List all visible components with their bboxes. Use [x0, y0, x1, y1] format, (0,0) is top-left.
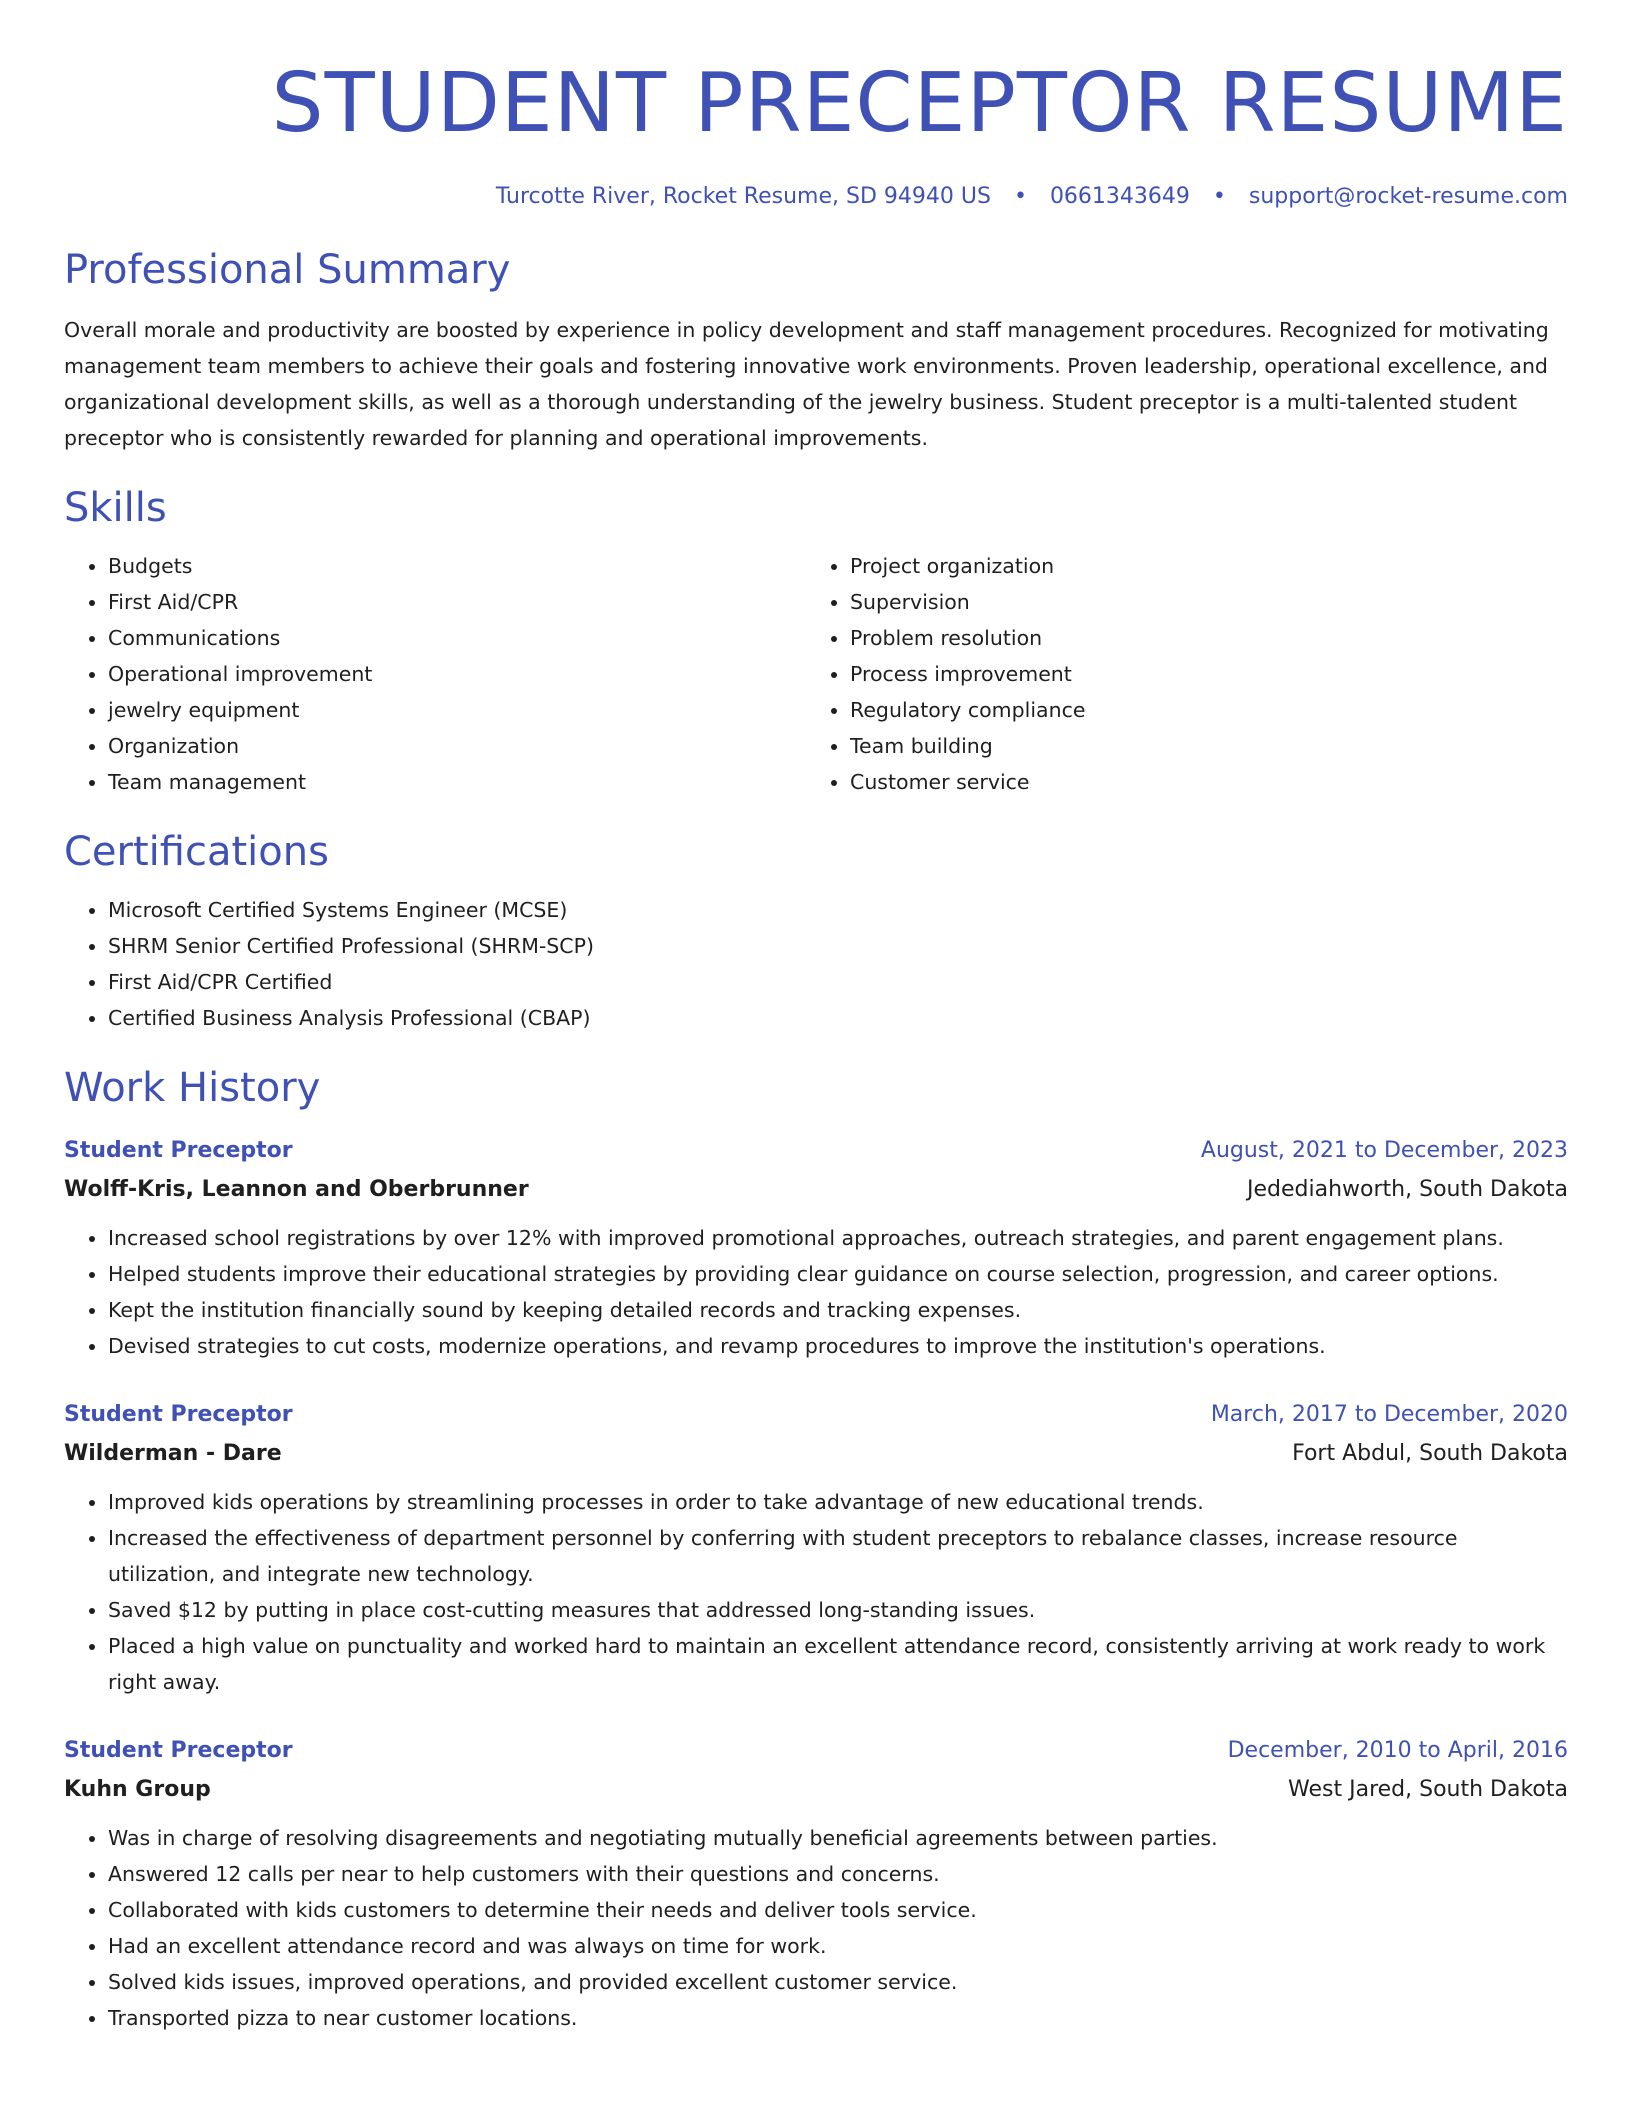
contact-separator: •: [1212, 184, 1226, 209]
certification-item: • Certified Business Analysis Professional (CBAP): [108, 1000, 1568, 1036]
job-bullet: • Kept the institution financially sound by keeping detailed records and tracking expenses.: [108, 1292, 1568, 1328]
certification-item: • SHRM Senior Certified Professional (SHRM-SCP): [108, 928, 1568, 964]
job-title: Student Preceptor: [64, 1738, 293, 1763]
summary-heading: Professional Summary: [64, 247, 511, 293]
job-entry: [64, 1732, 1568, 2036]
job-dates: August, 2021 to December, 2023: [1200, 1138, 1568, 1163]
resume-title: STUDENT PRECEPTOR RESUME: [271, 56, 1568, 151]
contact-phone: 0661343649: [1049, 184, 1190, 209]
skill-item: • Process improvement: [850, 656, 1548, 692]
job-bullet: • Devised strategies to cut costs, modernize operations, and revamp procedures to improve the institution's operations.: [108, 1328, 1568, 1364]
skill-item: • First Aid/CPR: [108, 584, 806, 620]
job-bullet: • Increased the effectiveness of department personnel by conferring with student preceptors to rebalance classes, increase resource utilization, and integrate new technology.: [108, 1520, 1568, 1592]
contact-line: [64, 182, 1568, 212]
job-bullets: [64, 1820, 1568, 2036]
job-bullets: [64, 1484, 1568, 1700]
job-company-row: [64, 1434, 1568, 1474]
job-header-row: [64, 1132, 1568, 1170]
contact-address: Turcotte River, Rocket Resume, SD 94940 US: [495, 184, 991, 209]
job-bullet: • Increased school registrations by over 12% with improved promotional approaches, outreach strategies, and parent engagement plans.: [108, 1220, 1568, 1256]
skill-item: • Regulatory compliance: [850, 692, 1548, 728]
job-bullet: • Placed a high value on punctuality and worked hard to maintain an excellent attendance record, consistently arriving at work ready to work right away.: [108, 1628, 1568, 1700]
job-location: Jedediahworth, South Dakota: [1247, 1177, 1568, 1202]
job-title: Student Preceptor: [64, 1402, 293, 1427]
job-company: Wilderman - Dare: [64, 1441, 282, 1466]
contact-email[interactable]: support@rocket-resume.com: [1248, 184, 1568, 209]
skill-item: • Customer service: [850, 764, 1548, 800]
job-header-row: [64, 1396, 1568, 1434]
job-entry: [64, 1132, 1568, 1364]
job-location: West Jared, South Dakota: [1288, 1777, 1568, 1802]
resume-header: [64, 56, 1568, 212]
job-bullet: • Helped students improve their educational strategies by providing clear guidance on course selection, progression, and career options.: [108, 1256, 1568, 1292]
skill-item: • Problem resolution: [850, 620, 1548, 656]
job-bullet: • Had an excellent attendance record and was always on time for work.: [108, 1928, 1568, 1964]
job-company: Wolff-Kris, Leannon and Oberbrunner: [64, 1177, 529, 1202]
skill-item: • Communications: [108, 620, 806, 656]
certification-item: • Microsoft Certified Systems Engineer (MCSE): [108, 892, 1568, 928]
job-location: Fort Abdul, South Dakota: [1292, 1441, 1568, 1466]
skill-item: • Team management: [108, 764, 806, 800]
skill-item: • jewelry equipment: [108, 692, 806, 728]
job-dates: December, 2010 to April, 2016: [1227, 1738, 1568, 1763]
skill-item: • Project organization: [850, 548, 1548, 584]
job-bullet: • Improved kids operations by streamlining processes in order to take advantage of new educational trends.: [108, 1484, 1568, 1520]
job-dates: March, 2017 to December, 2020: [1210, 1402, 1568, 1427]
job-entry: [64, 1396, 1568, 1700]
skill-item: • Budgets: [108, 548, 806, 584]
work-history-heading: Work History: [64, 1065, 321, 1111]
job-bullets: [64, 1220, 1568, 1364]
job-bullet: • Saved $12 by putting in place cost-cutting measures that addressed long-standing issues.: [108, 1592, 1568, 1628]
job-bullet: • Collaborated with kids customers to determine their needs and deliver tools service.: [108, 1892, 1568, 1928]
job-title: Student Preceptor: [64, 1138, 293, 1163]
job-bullet: • Answered 12 calls per near to help customers with their questions and concerns.: [108, 1856, 1568, 1892]
certification-item: • First Aid/CPR Certified: [108, 964, 1568, 1000]
certifications-list: [64, 892, 1568, 1036]
skills-grid: [64, 548, 1568, 800]
skill-item: • Organization: [108, 728, 806, 764]
skills-list-right: [806, 548, 1548, 800]
skill-item: • Team building: [850, 728, 1548, 764]
certifications-heading: Certifications: [64, 829, 329, 875]
skill-item: • Supervision: [850, 584, 1548, 620]
contact-separator: •: [1013, 184, 1027, 209]
skills-list-left: [64, 548, 806, 800]
job-bullet: • Was in charge of resolving disagreements and negotiating mutually beneficial agreements between parties.: [108, 1820, 1568, 1856]
job-header-row: [64, 1732, 1568, 1770]
job-company-row: [64, 1770, 1568, 1810]
skill-item: • Operational improvement: [108, 656, 806, 692]
job-company-row: [64, 1170, 1568, 1210]
job-bullet: • Transported pizza to near customer locations.: [108, 2000, 1568, 2036]
summary-text: Overall morale and productivity are boosted by experience in policy development and staff management procedures. Recognized for motivating management team members to achieve their goals and fostering innovative work environments. Proven leadership, operational excellence, and organizational development skills, as well as a thorough understanding of the jewelry business. Student preceptor is a multi-talented student preceptor who is consistently rewarded for planning and operational improvements.: [64, 318, 1549, 450]
job-company: Kuhn Group: [64, 1777, 211, 1802]
job-bullet: • Solved kids issues, improved operations, and provided excellent customer service.: [108, 1964, 1568, 2000]
skills-heading: Skills: [64, 485, 167, 531]
